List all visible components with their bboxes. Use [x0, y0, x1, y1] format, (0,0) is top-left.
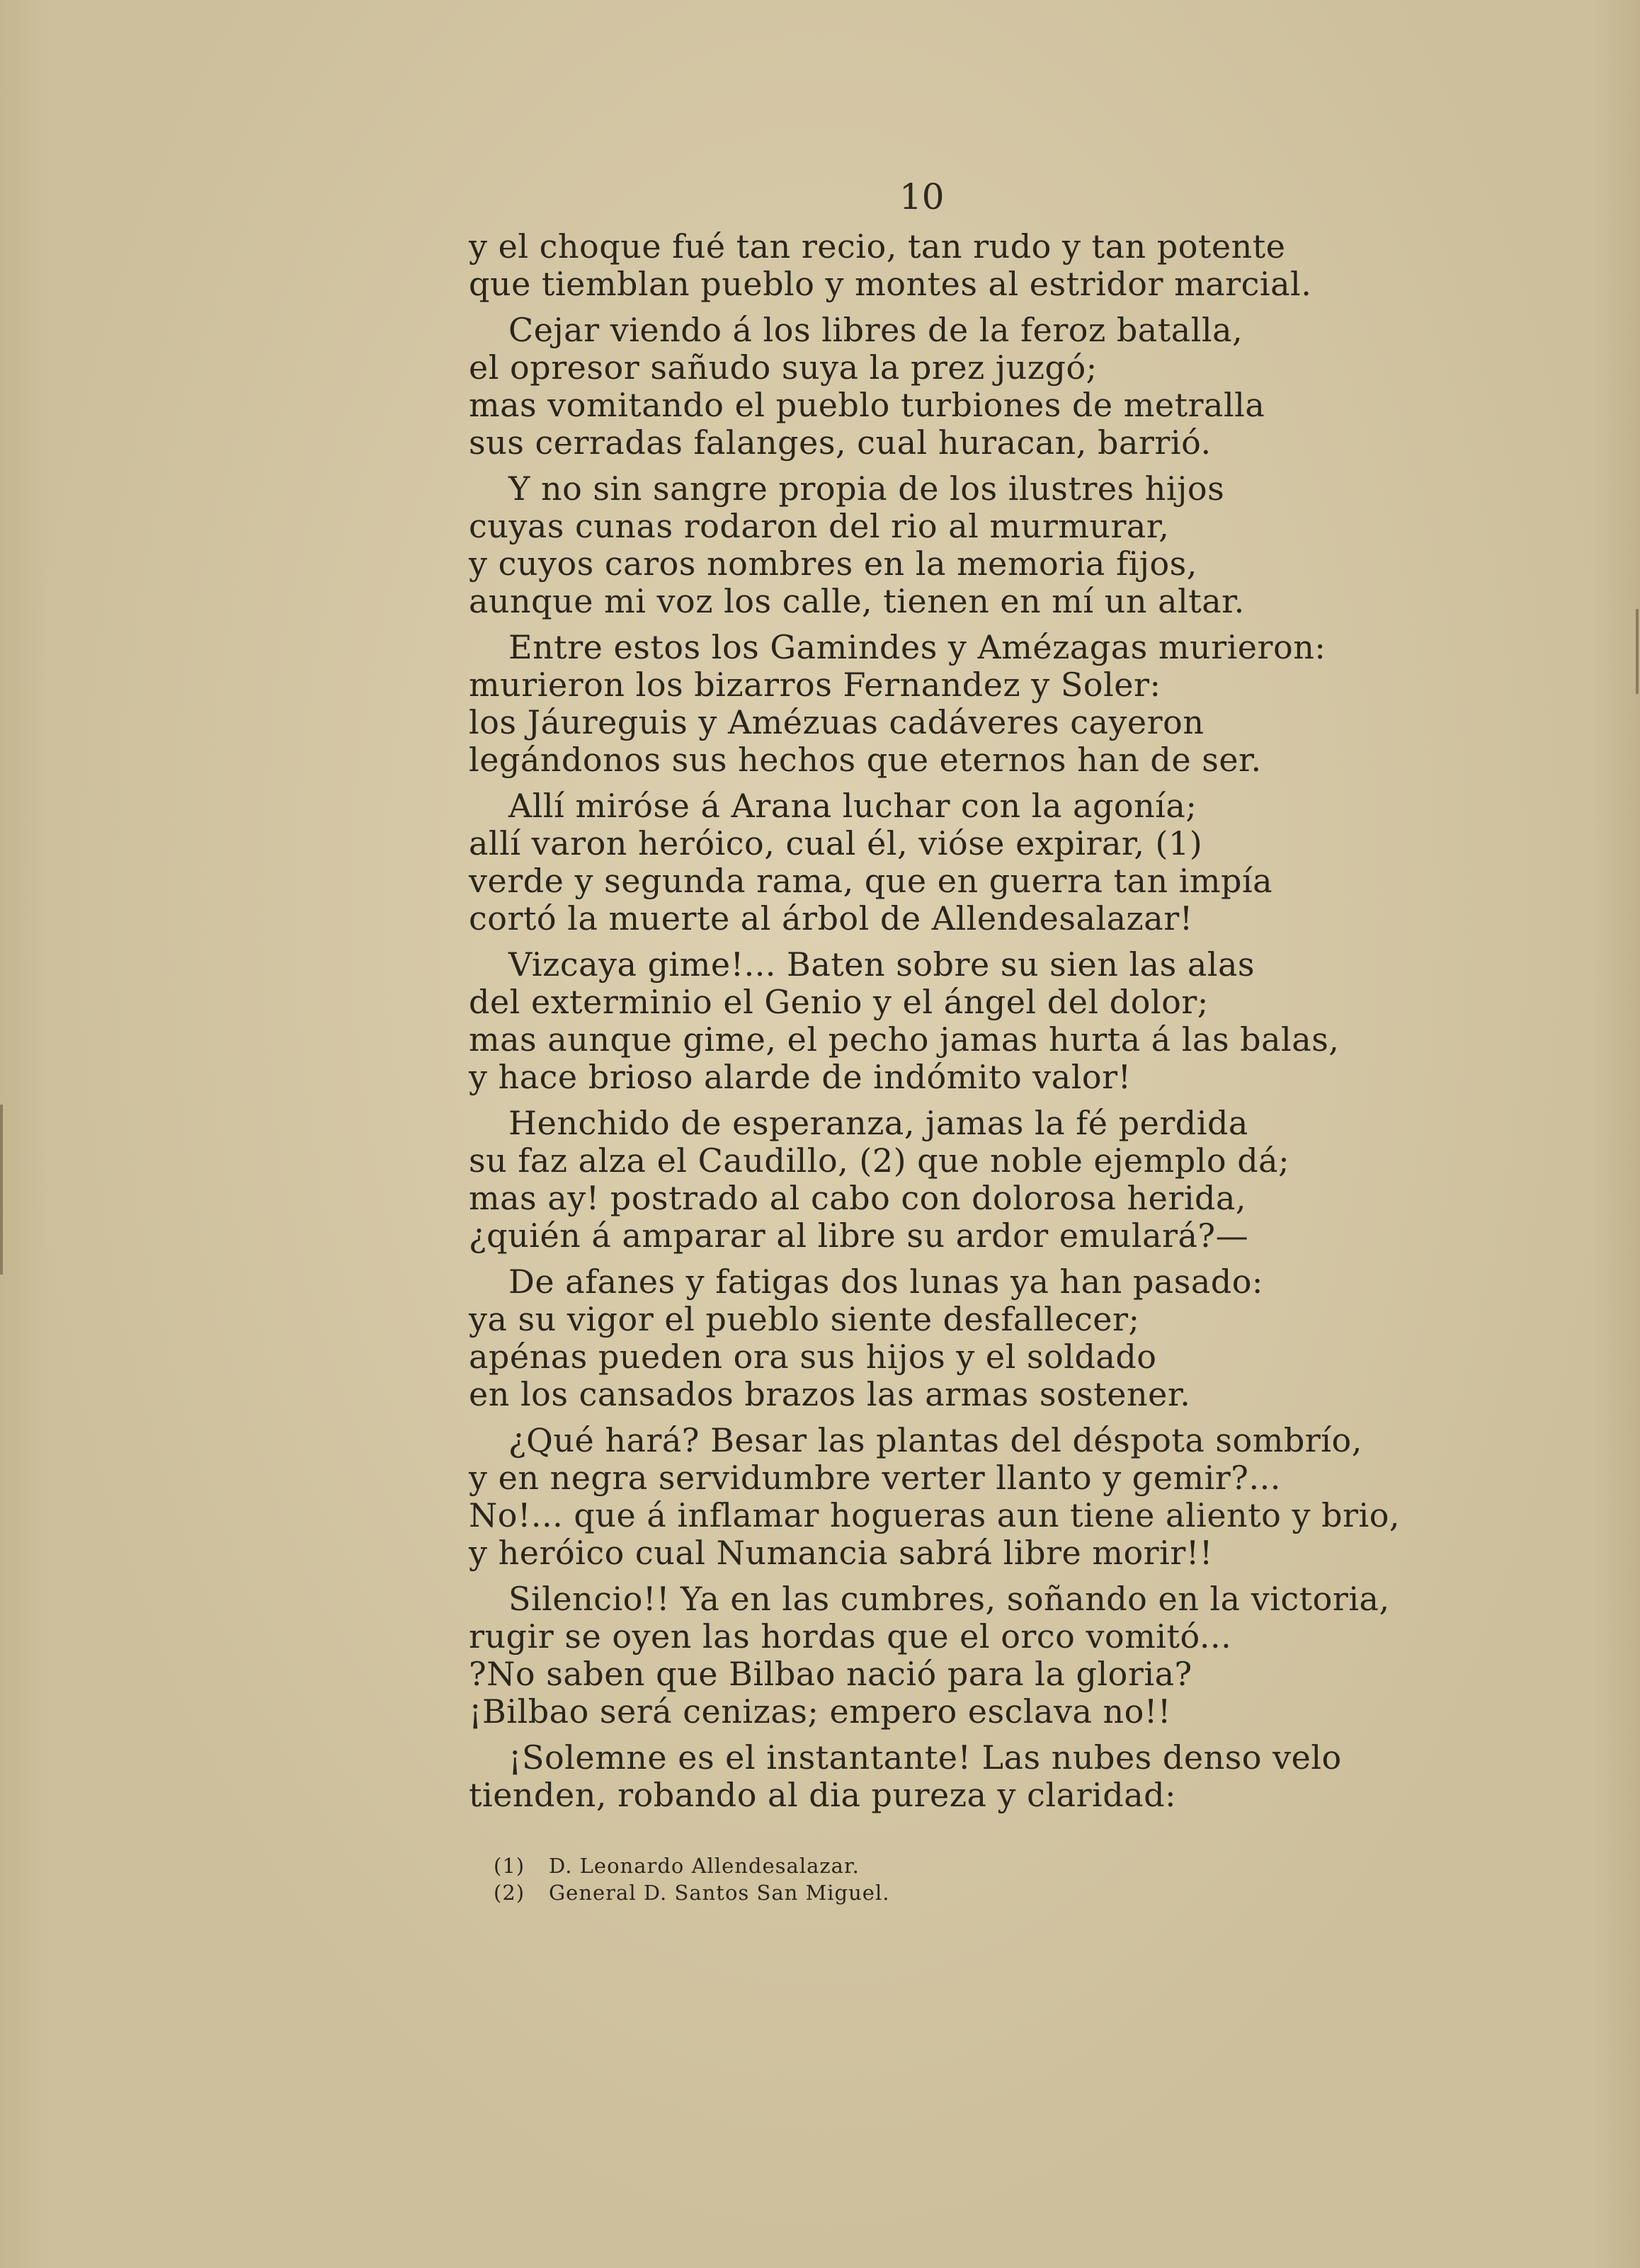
verse-line: Henchido de esperanza, jamas la fé perdida — [508, 1104, 1248, 1142]
footnotes — [494, 1852, 1131, 1906]
verse-line: murieron los bizarros Fernandez y Soler: — [469, 666, 1161, 704]
stanza — [469, 312, 1389, 462]
verse-line: mas aunque gime, el pecho jamas hurta á las balas, — [469, 1020, 1340, 1059]
verse-line: del exterminio el Genio y el ángel del dolor; — [469, 983, 1209, 1021]
verse-line: ya su vigor el pueblo siente desfallecer; — [469, 1300, 1140, 1338]
verse-line: los Jáureguis y Amézuas cadáveres cayeron — [469, 703, 1205, 741]
verse-line: ¿quién á amparar al libre su ardor emulará?— — [469, 1216, 1249, 1255]
stanza — [469, 470, 1389, 620]
verse-line: y hace brioso alarde de indómito valor! — [469, 1058, 1132, 1096]
verse-line: y cuyos caros nombres en la memoria fijos, — [469, 545, 1197, 583]
footnote-mark: (1) — [494, 1854, 525, 1878]
verse-line: Entre estos los Gamindes y Amézagas murieron: — [508, 628, 1326, 666]
stanza — [469, 1263, 1389, 1413]
verse-line: rugir se oyen las hordas que el orco vomitó... — [469, 1617, 1232, 1656]
verse-line: allí varon heróico, cual él, vióse expirar, (1) — [469, 824, 1203, 862]
footnote-text: D. Leonardo Allendesalazar. — [549, 1854, 860, 1878]
verse-line: apénas pueden ora sus hijos y el soldado — [469, 1338, 1157, 1376]
verse-line: legándonos sus hechos que eternos han de ser. — [469, 741, 1262, 779]
verse-line: De afanes y fatigas dos lunas ya han pasado: — [508, 1263, 1263, 1301]
verse-line: que tiemblan pueblo y montes al estridor marcial. — [469, 265, 1312, 303]
verse-line: en los cansados brazos las armas sostener. — [469, 1375, 1191, 1413]
verse-line: sus cerradas falanges, cual huracan, barrió. — [469, 423, 1212, 462]
page-number: 10 — [899, 176, 945, 217]
verse-line: ?No saben que Bilbao nació para la gloria? — [469, 1655, 1192, 1693]
page-edge-mark — [1636, 609, 1639, 694]
verse-line: aunque mi voz los calle, tienen en mí un altar. — [469, 582, 1245, 620]
page-edge-mark — [0, 1218, 3, 1275]
footnote — [494, 1852, 1131, 1879]
footnote-mark: (2) — [494, 1881, 525, 1905]
verse-line: su faz alza el Caudillo, (2) que noble ejemplo dá; — [469, 1141, 1290, 1180]
stanza — [469, 1105, 1389, 1255]
poem-body — [469, 227, 1401, 1823]
verse-line: mas vomitando el pueblo turbiones de metralla — [469, 386, 1265, 424]
verse-line: y el choque fué tan recio, tan rudo y tan potente — [469, 227, 1286, 266]
footnote-text: General D. Santos San Miguel. — [549, 1881, 890, 1905]
verse-line: Silencio!! Ya en las cumbres, soñando en la victoria, — [508, 1580, 1390, 1618]
verse-line: Allí miróse á Arana luchar con la agonía; — [508, 787, 1197, 825]
stanza — [469, 1739, 1389, 1814]
page-edge-mark — [0, 1105, 3, 1218]
verse-line: No!... que á inflamar hogueras aun tiene aliento y brio, — [469, 1496, 1401, 1534]
stanza — [469, 787, 1389, 938]
verse-line: Cejar viendo á los libres de la feroz batalla, — [508, 311, 1243, 349]
verse-line: mas ay! postrado al cabo con dolorosa herida, — [469, 1179, 1247, 1217]
verse-line: verde y segunda rama, que en guerra tan impía — [469, 862, 1273, 900]
verse-line: cortó la muerte al árbol de Allendesalazar! — [469, 899, 1193, 938]
stanza — [469, 946, 1389, 1096]
stanza — [469, 228, 1389, 303]
verse-line: ¿Qué hará? Besar las plantas del déspota sombrío, — [508, 1421, 1362, 1459]
stanza — [469, 1421, 1401, 1572]
verse-line: tienden, robando al dia pureza y claridad: — [469, 1776, 1177, 1814]
verse-line: Y no sin sangre propia de los ilustres hijos — [508, 469, 1225, 508]
footnote — [494, 1879, 1131, 1906]
stanza — [469, 629, 1389, 779]
verse-line: ¡Bilbao será cenizas; empero esclava no!! — [469, 1692, 1171, 1731]
verse-line: y en negra servidumbre verter llanto y gemir?... — [469, 1459, 1281, 1497]
verse-line: el opresor sañudo suya la prez juzgó; — [469, 348, 1098, 387]
stanza — [469, 1580, 1389, 1731]
verse-line: y heróico cual Numancia sabrá libre morir!! — [469, 1534, 1213, 1572]
verse-line: Vizcaya gime!... Baten sobre su sien las alas — [508, 945, 1255, 984]
verse-line: cuyas cunas rodaron del rio al murmurar, — [469, 507, 1170, 545]
verse-line: ¡Solemne es el instantante! Las nubes denso velo — [508, 1738, 1342, 1777]
